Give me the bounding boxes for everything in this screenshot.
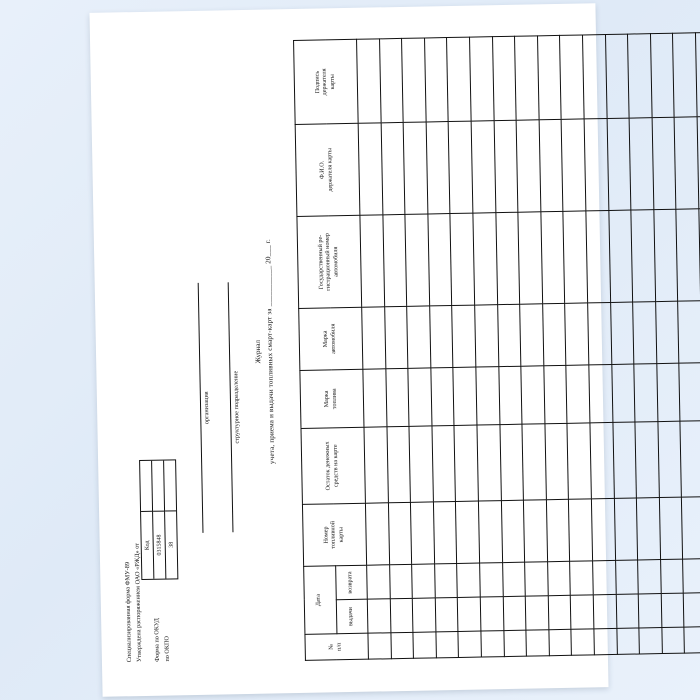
col-header-balance [301, 427, 365, 504]
table-cell[interactable] [549, 629, 572, 655]
table-cell[interactable] [502, 562, 525, 596]
table-cell[interactable] [635, 422, 659, 498]
table-cell[interactable] [450, 213, 474, 305]
col-header-card-number [302, 503, 366, 566]
table-cell[interactable] [662, 627, 685, 653]
col-header-holder-name [295, 123, 360, 216]
table-cell[interactable] [492, 36, 516, 120]
table-cell[interactable] [683, 559, 700, 593]
table-cell[interactable] [409, 426, 433, 502]
table-cell[interactable] [571, 595, 594, 629]
col-header-plate-number [297, 215, 362, 308]
table-cell[interactable] [631, 210, 655, 302]
table-cell[interactable] [452, 305, 476, 367]
table-cell[interactable] [607, 118, 631, 210]
table-cell[interactable] [593, 560, 616, 594]
table-cell[interactable] [435, 597, 458, 631]
table-cell[interactable] [518, 212, 542, 304]
document-title [247, 21, 283, 681]
table-cell[interactable] [590, 422, 614, 498]
table-cell[interactable] [591, 498, 615, 560]
table-cell[interactable] [428, 214, 452, 306]
table-cell[interactable] [388, 502, 412, 564]
table-cell[interactable] [544, 365, 568, 423]
code-box-title: Код [141, 511, 153, 579]
table-cell[interactable] [539, 119, 563, 211]
form-code-line: Специализированная форма ФМУ-89 [124, 561, 133, 663]
table-cell[interactable] [413, 632, 436, 658]
table-cell[interactable] [516, 120, 540, 212]
table-cell[interactable] [652, 117, 676, 209]
table-cell[interactable] [501, 500, 525, 562]
table-cell[interactable] [360, 215, 384, 307]
okud-label: Форма по ОКУД [153, 618, 161, 662]
col-header-number [305, 633, 368, 660]
table-cell[interactable] [498, 366, 522, 424]
table-cell[interactable] [456, 501, 480, 563]
table-cell[interactable] [563, 211, 587, 303]
col-header-holder-signature [294, 39, 359, 124]
okpo-label: по ОКПО [163, 635, 171, 662]
table-cell[interactable] [593, 594, 616, 628]
table-cell[interactable] [616, 594, 639, 628]
table-cell[interactable] [560, 35, 584, 119]
code-box-okud-value: 0315848 [153, 510, 165, 578]
table-cell[interactable] [500, 424, 524, 500]
table-cell[interactable] [678, 301, 700, 363]
table-cell[interactable] [569, 499, 593, 561]
col-header-fuel-brand [300, 369, 364, 428]
table-cell[interactable] [655, 301, 679, 363]
table-cell[interactable] [436, 631, 459, 657]
table-cell[interactable] [561, 119, 585, 211]
table-cell[interactable] [659, 497, 683, 559]
table-cell[interactable] [673, 33, 697, 117]
table-cell[interactable] [676, 209, 700, 301]
table-cell[interactable] [680, 421, 700, 497]
table-cell[interactable] [541, 211, 565, 303]
table-cell[interactable] [471, 121, 495, 213]
table-cell[interactable] [616, 628, 639, 654]
table-cell[interactable] [431, 368, 455, 426]
table-cell[interactable] [385, 368, 409, 426]
table-cell[interactable] [567, 423, 591, 499]
table-cell[interactable] [469, 37, 493, 121]
table-cell[interactable] [381, 122, 405, 214]
table-cell[interactable] [457, 563, 480, 597]
table-cell[interactable] [657, 363, 681, 421]
table-cell[interactable] [480, 597, 503, 631]
table-cell[interactable] [658, 421, 682, 497]
table-cell[interactable] [429, 306, 453, 368]
table-cell[interactable] [494, 120, 518, 212]
table-cell[interactable] [412, 598, 435, 632]
table-cell[interactable] [584, 119, 608, 211]
table-cell[interactable] [362, 307, 386, 369]
col-header-number-label: № п/п [329, 642, 343, 651]
table-cell[interactable] [526, 630, 549, 656]
table-cell[interactable] [589, 364, 613, 422]
table-cell[interactable] [682, 497, 700, 559]
table-cell[interactable] [537, 35, 561, 119]
form-approved-line: Утверждена распоряжением ОАО «РЖД» от [133, 542, 143, 663]
table-cell[interactable] [365, 503, 389, 565]
table-cell[interactable] [411, 502, 435, 564]
col-header-car-brand-label: Марка автомобиля [323, 323, 338, 354]
table-cell[interactable] [654, 209, 678, 301]
table-cell[interactable] [545, 423, 569, 499]
table-cell[interactable] [650, 33, 674, 117]
document-sheet [89, 3, 608, 697]
table-cell[interactable] [363, 369, 387, 427]
table-cell[interactable] [458, 597, 481, 631]
table-cell[interactable] [660, 559, 683, 593]
table-cell[interactable] [389, 564, 412, 598]
table-cell[interactable] [594, 628, 617, 654]
table-cell[interactable] [357, 39, 381, 123]
table-cell[interactable] [503, 630, 526, 656]
table-cell[interactable] [424, 38, 448, 122]
table-cell[interactable] [586, 210, 610, 302]
table-cell[interactable] [387, 426, 411, 502]
table-cell[interactable] [476, 367, 500, 425]
table-cell[interactable] [684, 593, 700, 627]
table-cell[interactable] [611, 364, 635, 422]
col-header-card-number-label: Номер топливной карты [322, 520, 345, 549]
code-box-okpo-left: 38 [165, 510, 177, 578]
col-header-date-returned-label: возврата [347, 571, 354, 594]
table-cell[interactable] [638, 594, 661, 628]
col-header-date [304, 566, 337, 635]
table-cell[interactable] [434, 563, 457, 597]
table-cell[interactable] [614, 498, 638, 560]
table-cell[interactable] [605, 34, 629, 118]
table-cell[interactable] [426, 122, 450, 214]
table-cell[interactable] [546, 499, 570, 561]
table-cell[interactable] [367, 565, 390, 599]
table-cell[interactable] [524, 500, 548, 562]
table-cell[interactable] [473, 213, 497, 305]
table-cell[interactable] [582, 35, 606, 119]
table-cell[interactable] [525, 596, 548, 630]
col-header-date-issued [336, 599, 368, 634]
table-cell[interactable] [383, 214, 407, 306]
table-cell[interactable] [615, 560, 638, 594]
table-cell[interactable] [364, 427, 388, 503]
code-box-okpo-row [164, 460, 177, 578]
table-cell[interactable] [612, 422, 636, 498]
table-cell[interactable] [454, 425, 478, 501]
table-cell[interactable] [522, 424, 546, 500]
subdivision-caption: структурное подразделение [232, 370, 241, 444]
col-header-holder-signature-label: Подпись держателя карты [314, 68, 336, 96]
table-cell[interactable] [570, 561, 593, 595]
table-cell[interactable] [379, 38, 403, 122]
table-cell[interactable] [477, 425, 501, 501]
col-header-date-issued-label: выдачи [347, 607, 355, 627]
table-cell[interactable] [402, 38, 426, 122]
table-cell[interactable] [638, 560, 661, 594]
document-title-line2: учета, приема и выдачи топливных смарт-карт за ___________ 20___ г. [263, 238, 277, 465]
okud-labels [152, 618, 173, 662]
table-cell[interactable] [407, 306, 431, 368]
table-cell[interactable] [679, 363, 700, 421]
table-cell[interactable] [481, 631, 504, 657]
table-cell[interactable] [525, 562, 548, 596]
table-cell[interactable] [521, 366, 545, 424]
table-cell[interactable] [480, 563, 503, 597]
table-cell[interactable] [458, 631, 481, 657]
col-header-holder-name-label: Ф.И.О. держателя карты [319, 147, 334, 192]
table-cell[interactable] [661, 593, 684, 627]
table-cell[interactable] [391, 632, 414, 658]
table-cell[interactable] [408, 368, 432, 426]
table-cell[interactable] [548, 595, 571, 629]
table-cell[interactable] [608, 210, 632, 302]
table-cell[interactable] [566, 365, 590, 423]
table-cell[interactable] [588, 302, 612, 364]
table-cell[interactable] [628, 34, 652, 118]
table-cell[interactable] [447, 37, 471, 121]
table-cell[interactable] [503, 596, 526, 630]
table-cell[interactable] [565, 303, 589, 365]
code-box-value-blank [152, 461, 164, 511]
code-box-title-blank [140, 461, 152, 511]
table-cell[interactable] [475, 305, 499, 367]
organization-caption: организация [202, 391, 211, 425]
form-landscape-content [97, 15, 602, 684]
table-cell[interactable] [367, 599, 390, 633]
table-cell[interactable] [629, 118, 653, 210]
table-cell[interactable] [633, 302, 657, 364]
table-cell[interactable] [695, 32, 700, 116]
table-cell[interactable] [384, 306, 408, 368]
table-cell[interactable] [412, 564, 435, 598]
table-cell[interactable] [495, 212, 519, 304]
table-cell[interactable] [433, 501, 457, 563]
table-header-row-1 [294, 40, 337, 660]
table-cell[interactable] [453, 367, 477, 425]
table-cell[interactable] [547, 561, 570, 595]
table-cell[interactable] [637, 498, 661, 560]
table-cell[interactable] [368, 633, 391, 659]
table-cell[interactable] [542, 303, 566, 365]
table-cell[interactable] [390, 598, 413, 632]
table-cell[interactable] [497, 304, 521, 366]
table-cell[interactable] [684, 627, 700, 653]
table-cell[interactable] [478, 501, 502, 563]
table-cell[interactable] [639, 628, 662, 654]
table-cell[interactable] [515, 36, 539, 120]
table-cell[interactable] [520, 304, 544, 366]
table-cell[interactable] [432, 425, 456, 501]
table-cell[interactable] [449, 121, 473, 213]
col-header-balance-label: Остаток денежных средств на карте [325, 441, 340, 491]
code-box-okpo-blank [164, 460, 176, 510]
table-cell[interactable] [571, 629, 594, 655]
code-box [139, 459, 178, 580]
col-header-date-label: Дата [316, 593, 323, 607]
col-header-plate-number-label: Государственный ре- гистрационный номер автомобиля [317, 232, 340, 291]
document-title-line1: Журнал [253, 340, 263, 364]
table-cell[interactable] [403, 122, 427, 214]
col-header-car-brand [299, 307, 363, 370]
journal-table-body [357, 31, 700, 659]
journal-table [293, 31, 700, 661]
table-cell[interactable] [610, 302, 634, 364]
table-cell[interactable] [358, 123, 382, 215]
table-cell[interactable] [405, 214, 429, 306]
col-header-date-returned [335, 565, 367, 600]
table-cell[interactable] [674, 117, 698, 209]
col-header-fuel-brand-label: Марка топлива [324, 388, 339, 410]
table-cell[interactable] [634, 364, 658, 422]
